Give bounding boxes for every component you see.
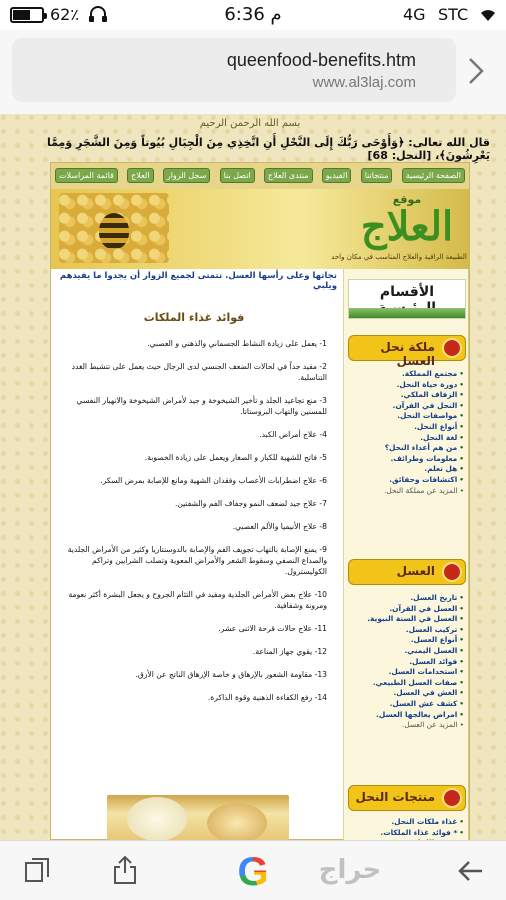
benefit-item: 12- يقوي جهاز المناعة. bbox=[252, 647, 327, 656]
benefit-item: 14- رفع الكفاءة الذهنية وقوة الذاكرة. bbox=[207, 693, 327, 702]
article bbox=[51, 287, 341, 841]
sidebar-link[interactable]: • أنواع النحل. bbox=[350, 422, 464, 433]
tabs-icon[interactable] bbox=[24, 857, 50, 883]
sidebar-link[interactable]: • غذاء ملكات النحل. bbox=[350, 817, 464, 828]
battery-percent: 62٪ bbox=[50, 5, 79, 24]
section-title: ملكة نحل العسل bbox=[380, 340, 435, 368]
chevron-right-icon[interactable] bbox=[462, 56, 490, 86]
clock: 6:36 م bbox=[224, 4, 282, 25]
sidebar-link[interactable]: • الغش في العسل. bbox=[350, 688, 464, 699]
sidebar-link[interactable]: • الزفاف الملكي. bbox=[350, 390, 464, 401]
browser-toolbar bbox=[0, 840, 506, 900]
section-bullet-icon bbox=[442, 338, 462, 358]
carrier-name: STC bbox=[438, 5, 469, 24]
section-title: منتجات النحل bbox=[355, 790, 435, 804]
sidebar-link[interactable]: • العسل في السنة النبوية. bbox=[350, 614, 464, 625]
sidebar-link[interactable]: • فوائد العسل. bbox=[350, 657, 464, 668]
sidebar-link[interactable]: • أنواع العسل. bbox=[350, 635, 464, 646]
browser-address-bar bbox=[0, 30, 506, 114]
nav-video[interactable]: الفيديو bbox=[322, 168, 352, 183]
sidebar-link[interactable]: • معلومات وطرائف. bbox=[350, 454, 464, 465]
sidebar-link[interactable]: • دورة حياة النحل. bbox=[350, 380, 464, 391]
site-banner bbox=[51, 189, 469, 269]
nav-mailing-list[interactable]: قائمة المراسلات bbox=[55, 168, 118, 183]
section-bullet-icon bbox=[442, 788, 462, 808]
google-icon[interactable]: G bbox=[232, 851, 274, 893]
sidebar-more-link[interactable]: • المزيد عن العسل. bbox=[350, 720, 464, 731]
royal-jelly-photo bbox=[107, 795, 289, 841]
network-type: 4G bbox=[403, 5, 426, 24]
nav-contact[interactable]: اتصل بنا bbox=[220, 168, 255, 183]
top-navigation bbox=[51, 163, 469, 189]
main-sections-label: الأقسام bbox=[379, 284, 435, 300]
bee-image bbox=[99, 213, 129, 249]
sidebar-link[interactable]: • لغة النحل. bbox=[350, 433, 464, 444]
section-header-bee-kingdom bbox=[348, 335, 466, 368]
sidebar-link[interactable]: • امراض يعالجها العسل. bbox=[350, 710, 464, 721]
section-bullet-icon bbox=[442, 562, 462, 582]
section-title: العسل bbox=[396, 564, 435, 578]
site-slogan: الطبيعة الراقية والعلاج المناسب في مكان واحد bbox=[331, 253, 467, 261]
benefit-item: 13- مقاومة الشعور بالإرهاق و خاصة الإرهاق الناتج عن الأرق. bbox=[135, 670, 327, 679]
url-field[interactable] bbox=[12, 38, 456, 102]
back-arrow-icon[interactable] bbox=[456, 857, 486, 885]
site-frame bbox=[50, 162, 470, 840]
quran-verse: قال الله تعالى: ﴿وَأَوْحَى رَبُّكَ إِلَى النَّحْلِ أَنِ اتَّخِذِي مِنَ الْجِبَالِ بُيُوتاً وَمِنَ الشَّجَرِ وَمِمَّا يَعْرِشُونَ﴾، [النحل: 68] bbox=[47, 136, 490, 162]
welcome-marquee: نجاتها وعلى رأسها العسل. نتمنى لجميع الزوار أن يجدوا ما يفيدهم ويلبي bbox=[59, 271, 337, 291]
benefit-item: 3- منع تجاعيد الجلد و تأخير الشيخوخة و جيد لأمراض الشيخوخة والانهيار النفسي للمسنين والتهاب البروستاتا. bbox=[76, 396, 327, 416]
sidebar-link[interactable]: • مجتمع المملكة. bbox=[350, 369, 464, 380]
benefit-item: 7- علاج جيد لضعف النمو وجفاف الفم والشفتين. bbox=[174, 499, 327, 508]
section-header-honey bbox=[348, 559, 466, 585]
honeycomb-image bbox=[59, 193, 169, 263]
sidebar-link[interactable]: • هل تعلم. bbox=[350, 464, 464, 475]
nav-treatment[interactable]: العلاج bbox=[127, 168, 153, 183]
section-list-honey bbox=[350, 593, 464, 731]
wifi-icon bbox=[480, 8, 496, 22]
benefit-item: 11- علاج حالات قرحة الاثنى عشر. bbox=[218, 624, 327, 633]
benefit-item: 6- علاج اضطرابات الأعصاب وفقدان الشهية ومانع للإصابة بمرض السكر. bbox=[100, 476, 327, 485]
sidebar-link[interactable]: • النحل في القرآن. bbox=[350, 401, 464, 412]
section-list-bee-kingdom bbox=[350, 369, 464, 496]
benefit-item: 10- علاج بعض الأمراض الجلدية ومفيد في التئام الجروح و يجعل البشرة أكثر نعومة ومرونة وشفافية. bbox=[68, 590, 327, 610]
main-sections-header bbox=[348, 279, 466, 319]
nav-home[interactable]: الصفحة الرئيسية bbox=[402, 168, 465, 183]
sidebar-link[interactable]: • من هم أعداء النحل؟ bbox=[350, 443, 464, 454]
sidebar-link[interactable]: • تاريخ العسل. bbox=[350, 593, 464, 604]
sidebar-link[interactable]: • صفات العسل الطبيعي. bbox=[350, 678, 464, 689]
sidebar-more-link[interactable]: • المزيد عن مملكة النحل. bbox=[350, 486, 464, 497]
benefit-item: 2- مفيد جداً في لحالات الضعف الجنسي لدى الرجال حيث يعمل على تنشيط الغدد التناسلية. bbox=[71, 362, 327, 382]
sidebar-link[interactable]: • استخدامات العسل. bbox=[350, 667, 464, 678]
sidebar-link[interactable]: • * فوائد غذاء الملكات. bbox=[350, 828, 464, 839]
nav-forum[interactable]: منتدى العلاج bbox=[264, 168, 313, 183]
sidebar-link[interactable]: • العسل اليمني. bbox=[350, 646, 464, 657]
section-header-bee-products bbox=[348, 785, 466, 811]
nav-products[interactable]: منتجاتنا bbox=[361, 168, 393, 183]
benefit-item: 8- علاج الأنيميا والألم العصبي. bbox=[232, 522, 327, 531]
nav-guestbook[interactable]: سجل الزوار bbox=[163, 168, 211, 183]
benefit-item: 9- يمنع الإصابة بالتهاب تجويف الفم والإصابة بالدوسنتاريا وكثير من الأمراض الجلدية والصداع النصفي وسقوط الشعر والأمراض المعوية وتصلب الشرايين وتراكم الكوليسترول. bbox=[67, 545, 327, 576]
watermark: حراج bbox=[318, 855, 382, 885]
sidebar bbox=[343, 269, 469, 841]
url-page-title: queenfood-benefits.htm bbox=[226, 50, 416, 70]
share-icon[interactable] bbox=[112, 855, 138, 885]
sidebar-link[interactable]: • مواصفات النحل. bbox=[350, 411, 464, 422]
site-logo[interactable]: العلاج bbox=[360, 203, 454, 250]
article-title: فوائد غذاء الملكات bbox=[143, 311, 245, 324]
benefit-item: 5- فاتح للشهية للكبار و الصغار ويعمل على زيادة الخصوبة. bbox=[144, 453, 327, 462]
sidebar-link[interactable]: • تركيب العسل. bbox=[350, 625, 464, 636]
sidebar-link[interactable]: • العسل في القرآن. bbox=[350, 604, 464, 615]
sidebar-link[interactable]: • كشف غش العسل. bbox=[350, 699, 464, 710]
url-domain: www.al3laj.com bbox=[312, 74, 416, 91]
logo-prefix: موقع bbox=[392, 193, 422, 206]
web-page bbox=[0, 114, 506, 840]
status-bar bbox=[0, 0, 506, 30]
basmala: بسم الله الرحمن الرحيم bbox=[199, 118, 301, 129]
benefit-item: 4- علاج أمراض الكبد. bbox=[259, 430, 327, 439]
benefit-item: 1- يعمل على زيادة النشاط الجسماني والذهني و العصبي. bbox=[147, 339, 327, 348]
sidebar-link[interactable]: • اكتشافات وحقائق. bbox=[350, 475, 464, 486]
